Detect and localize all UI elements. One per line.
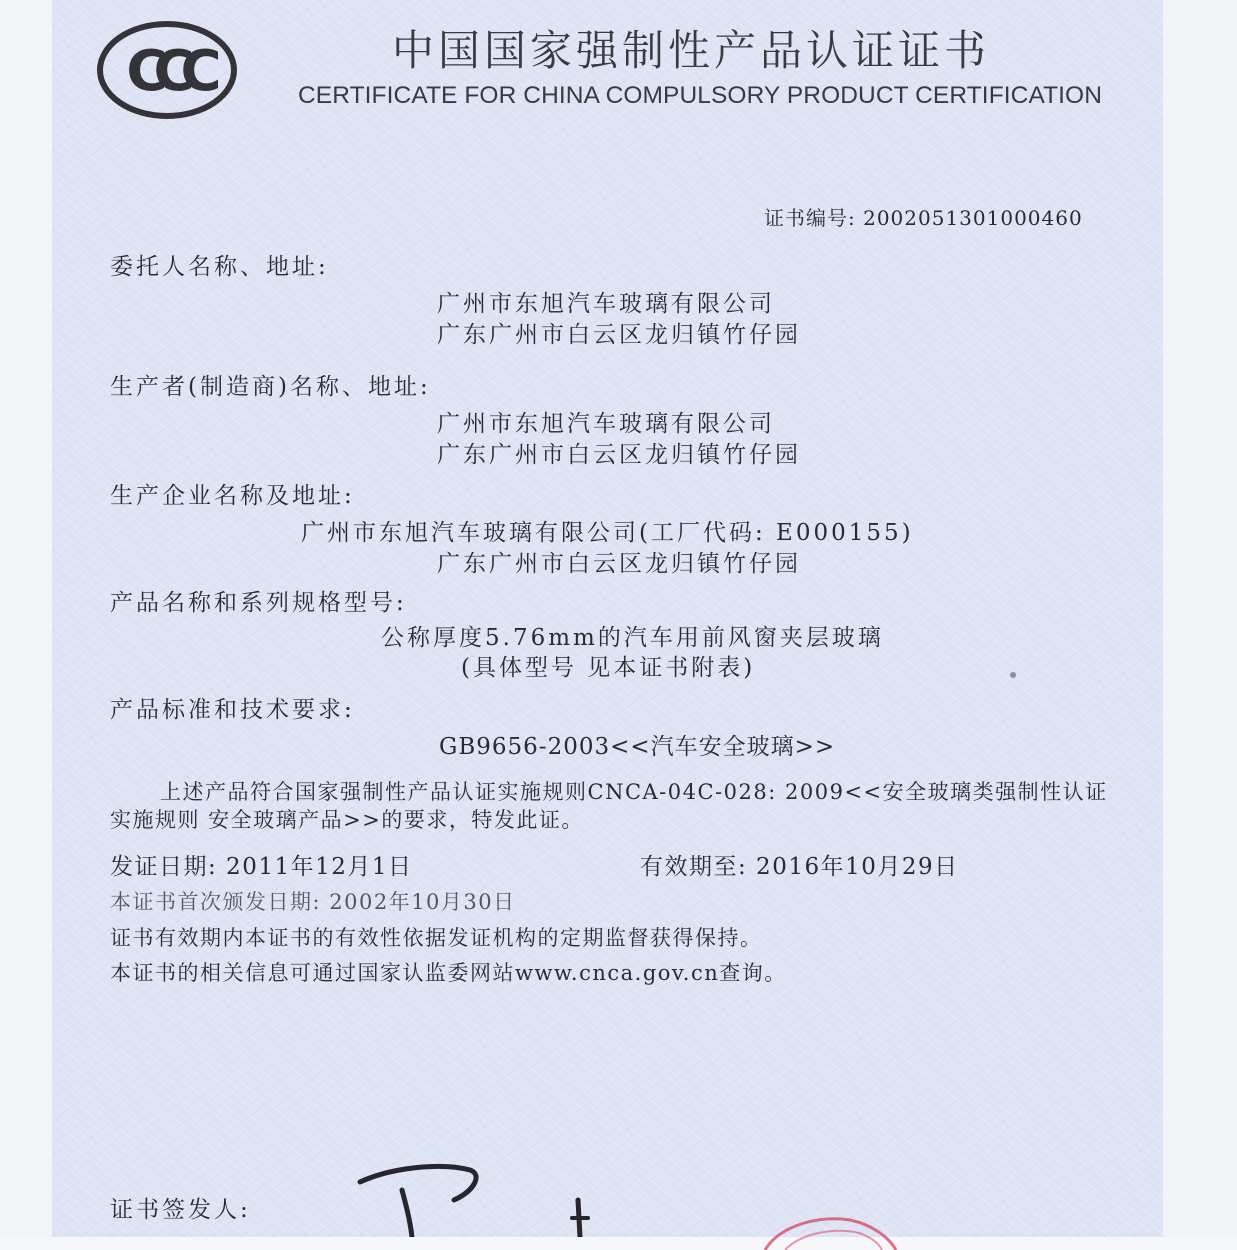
applicant-label: 委托人名称、地址: bbox=[110, 254, 329, 280]
statement-line-1: 上述产品符合国家强制性产品认证实施规则CNCA-04C-028: 2009<<安全玻璃类强制性认证 bbox=[160, 780, 1108, 804]
applicant-address: 广东广州市白云区龙归镇竹仔园 bbox=[437, 322, 801, 348]
product-label: 产品名称和系列规格型号: bbox=[110, 590, 407, 616]
certificate-title-cn: 中国国家强制性产品认证证书 bbox=[392, 26, 991, 75]
product-name: 公称厚度5.76mm的汽车用前风窗夹层玻璃 bbox=[381, 625, 884, 651]
manufacturer-label: 生产者(制造商)名称、地址: bbox=[110, 374, 431, 400]
scan-right-margin bbox=[1163, 0, 1237, 1237]
issue-date: 发证日期: 2011年12月1日 bbox=[110, 854, 413, 880]
certificate-title-en: CERTIFICATE FOR CHINA COMPULSORY PRODUCT CERTIFICATION bbox=[298, 82, 1103, 109]
svg-text:CCC: CCC bbox=[126, 39, 208, 104]
first-issue-date: 本证书首次颁发日期: 2002年10月30日 bbox=[110, 890, 516, 914]
standard-value: GB9656-2003<<汽车安全玻璃>> bbox=[439, 734, 836, 760]
statement-line-2: 实施规则 安全玻璃产品>>的要求，特发此证。 bbox=[110, 808, 584, 832]
paper-speck bbox=[1010, 672, 1016, 678]
validity-note: 证书有效期内本证书的有效性依据发证机构的定期监督获得保持。 bbox=[110, 926, 763, 950]
product-note: (具体型号 见本证书附表) bbox=[461, 655, 756, 681]
factory-address: 广东广州市白云区龙归镇竹仔园 bbox=[437, 551, 801, 577]
manufacturer-address: 广东广州市白云区龙归镇竹仔园 bbox=[437, 442, 801, 468]
ccc-logo-icon bbox=[96, 20, 238, 120]
scan-left-margin bbox=[0, 0, 52, 1237]
factory-name: 广州市东旭汽车玻璃有限公司(工厂代码: E000155) bbox=[301, 520, 914, 546]
handwritten-signature bbox=[350, 1160, 610, 1237]
signer-label: 证书签发人: bbox=[110, 1197, 251, 1223]
factory-label: 生产企业名称及地址: bbox=[110, 483, 355, 509]
standard-label: 产品标准和技术要求: bbox=[110, 697, 355, 723]
official-stamp-partial bbox=[760, 1210, 900, 1250]
valid-until-date: 有效期至: 2016年10月29日 bbox=[640, 854, 959, 880]
certificate-number: 证书编号: 2002051301000460 bbox=[764, 206, 1083, 230]
manufacturer-name: 广州市东旭汽车玻璃有限公司 bbox=[437, 411, 775, 437]
applicant-name: 广州市东旭汽车玻璃有限公司 bbox=[437, 291, 775, 317]
website-note: 本证书的相关信息可通过国家认监委网站www.cnca.gov.cn查询。 bbox=[110, 961, 787, 985]
